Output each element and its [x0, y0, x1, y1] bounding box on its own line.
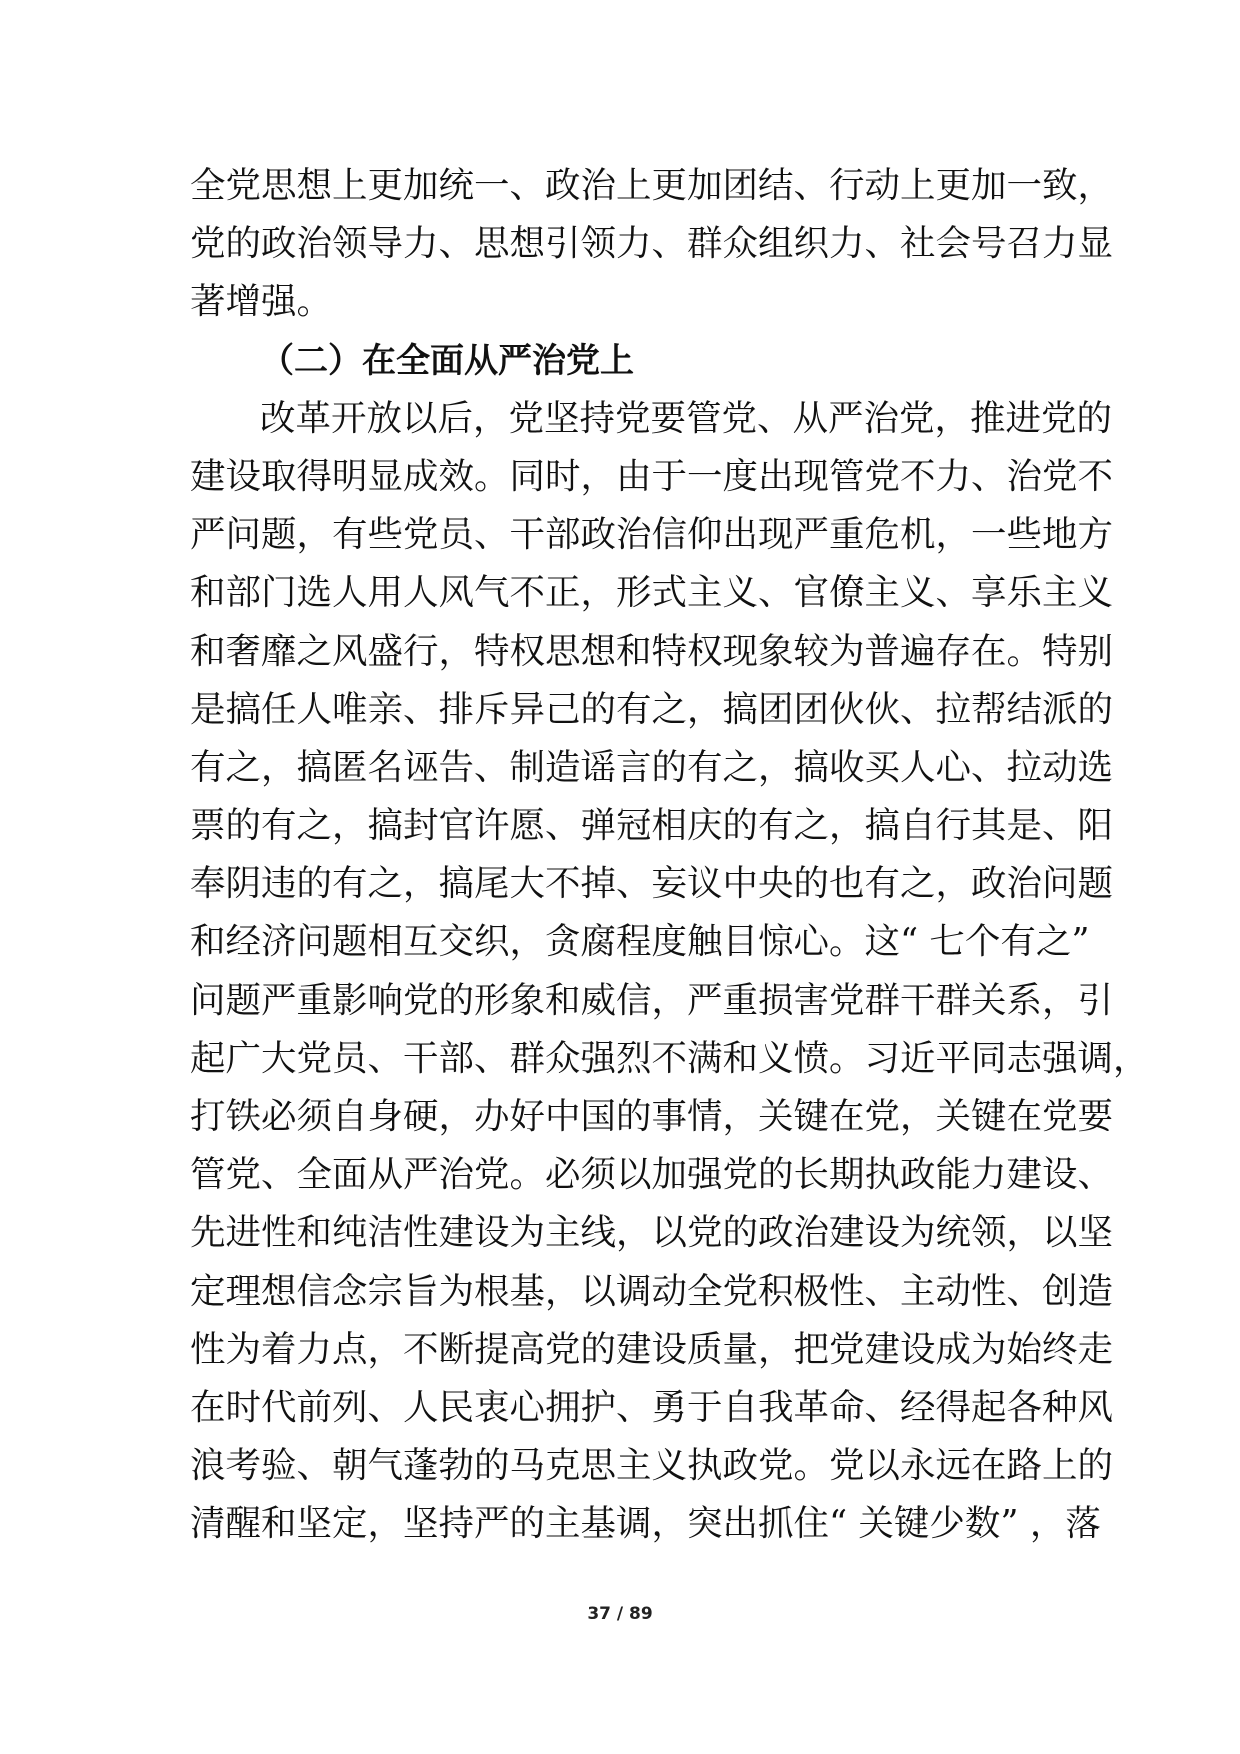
text-line: 和奢靡之风盛行，特权思想和特权现象较为普遍存在。特别: [190, 630, 1114, 672]
text-line: 改革开放以后，党坚持党要管党、从严治党，推进党的: [260, 397, 1113, 439]
section-heading: （二）在全面从严治党上: [260, 340, 634, 381]
text-line: 先进性和纯洁性建设为主线，以党的政治建设为统领，以坚: [190, 1212, 1114, 1254]
text-line: 浪考验、朝气蓬勃的马克思主义执政党。党以永远在路上的: [190, 1445, 1114, 1487]
text-line: 著增强。: [190, 281, 333, 323]
text-line: 问题严重影响党的形象和威信，严重损害党群干群关系，引: [190, 979, 1114, 1021]
text-line: 严问题，有些党员、干部政治信仰出现严重危机，一些地方: [190, 514, 1114, 556]
text-line: 打铁必须自身硬，办好中国的事情，关键在党，关键在党要: [190, 1096, 1114, 1137]
text-line: 和部门选人用人风气不正，形式主义、官僚主义、享乐主义: [190, 572, 1114, 614]
text-line: 清醒和坚定，坚持严的主基调，突出抓住“ 关键少数” ，落: [190, 1503, 1101, 1545]
text-line: 和经济问题相互交织，贪腐程度触目惊心。这“ 七个有之”: [190, 921, 1090, 963]
text-line: 奉阴违的有之，搞尾大不掉、妄议中央的也有之，政治问题: [190, 863, 1114, 905]
page-number: 37 / 89: [587, 1604, 653, 1624]
text-line: 票的有之，搞封官许愿、弹冠相庆的有之，搞自行其是、阳: [190, 805, 1114, 847]
text-line: 定理想信念宗旨为根基，以调动全党积极性、主动性、创造: [190, 1270, 1114, 1312]
text-line: 建设取得明显成效。同时，由于一度出现管党不力、治党不: [190, 455, 1114, 497]
text-line: 起广大党员、干部、群众强烈不满和义愤。习近平同志强调，: [190, 1037, 1149, 1079]
text-line: 是搞任人唯亲、排斥异己的有之，搞团团伙伙、拉帮结派的: [190, 688, 1114, 730]
text-line: 性为着力点，不断提高党的建设质量，把党建设成为始终走: [190, 1328, 1114, 1370]
text-line: 有之，搞匿名诬告、制造谣言的有之，搞收买人心、拉动选: [190, 746, 1114, 788]
text-line: 党的政治领导力、思想引领力、群众组织力、社会号召力显: [190, 223, 1114, 265]
body-text: [190, 157, 1149, 1554]
text-line: 在时代前列、人民衷心拥护、勇于自我革命、经得起各种风: [190, 1386, 1114, 1428]
text-line: 管党、全面从严治党。必须以加强党的长期执政能力建设、: [190, 1154, 1114, 1196]
text-line: 全党思想上更加统一、政治上更加团结、行动上更加一致，: [190, 165, 1114, 206]
